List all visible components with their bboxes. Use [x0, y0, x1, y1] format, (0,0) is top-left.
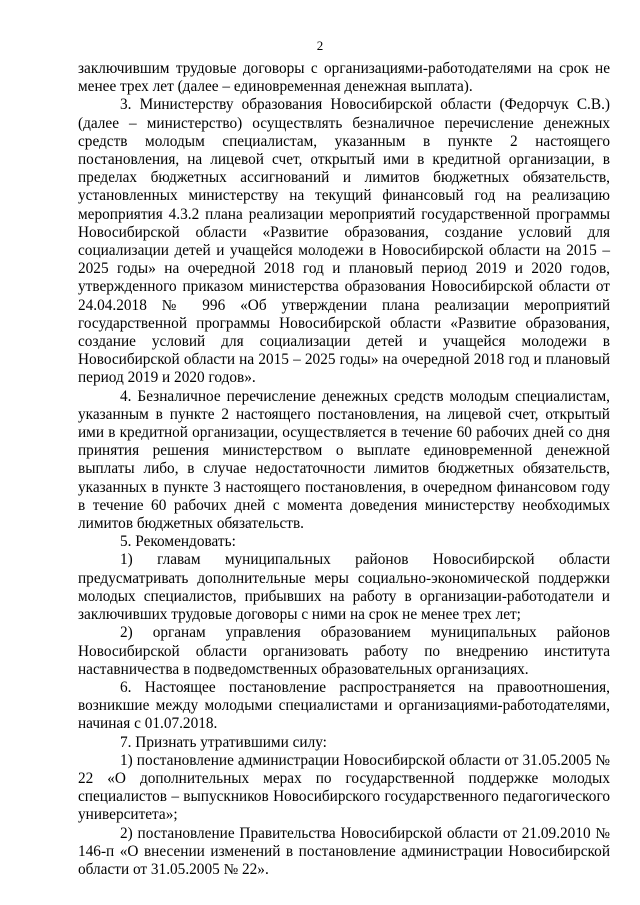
paragraph-item-7-1: 1) постановление администрации Новосибирской области от 31.05.2005 № 22 «О дополнительных мерах по государственной поддержке молодых специалистов – выпускников Новосибирского государственного педагогического университета»;	[78, 751, 610, 824]
paragraph-item-3: 3. Министерству образования Новосибирской области (Федорчук С.В.) (далее – министерство) осуществлять безналичное перечисление денежных средств молодым специалистам, указанным в пункте 2 настоящего постановления, на лицевой счет, открытый ими в кредитной организации, в пределах бюджетных ассигнований и лимитов бюджетных обязательств, установленных министерству на текущий финансовый год на реализацию мероприятия 4.3.2 плана реализации мероприятий государственной программы Новосибирской области «Развитие образования, создание условий для социализации детей и учащейся молодежи в Новосибирской области на 2015 – 2025 годы» на очередной 2018 год и плановый период 2019 и 2020 годов, утвержденного приказом министерства образования Новосибирской области от 24.04.2018 № 996 «Об утверждении плана реализации мероприятий государственной программы Новосибирской области «Развитие образования, создание условий для социализации детей и учащейся молодежи в Новосибирской области на 2015 – 2025 годы» на очередной 2018 год и плановый период 2019 и 2020 годов».	[78, 96, 610, 387]
paragraph-item-5: 5. Рекомендовать:	[120, 533, 236, 551]
paragraph-item-7: 7. Признать утратившими силу:	[120, 733, 327, 751]
paragraph-continuation: заключившим трудовые договоры с организациями-работодателями на срок не менее трех лет (далее – единовременная денежная выплата).	[78, 60, 610, 96]
paragraph-item-6: 6. Настоящее постановление распространяется на правоотношения, возникшие между молодыми специалистами и организациями-работодателями, начиная с 01.07.2018.	[78, 678, 610, 733]
paragraph-item-5-2: 2) органам управления образованием муниципальных районов Новосибирской области организовать работу по внедрению института наставничества в подведомственных образовательных организациях.	[78, 624, 610, 678]
paragraph-item-4: 4. Безналичное перечисление денежных средств молодым специалистам, указанным в пункте 2 настоящего постановления, на лицевой счет, открытый ими в кредитной организации, осуществляется в течение 60 рабочих дней со дня принятия решения министерством о выплате единовременной денежной выплаты либо, в случае недостаточности лимитов бюджетных обязательств, указанных в пункте 3 настоящего постановления, в очередном финансовом году в течение 60 рабочих дней с момента доведения министерству необходимых лимитов бюджетных обязательств.	[78, 387, 610, 533]
page-number: 2	[316, 38, 324, 53]
paragraph-item-5-1: 1) главам муниципальных районов Новосибирской области предусматривать дополнительные меры социально-экономической поддержки молодых специалистов, прибывших на работу в организации-работодатели и заключивших трудовые договоры с ними на срок не менее трех лет;	[78, 551, 610, 624]
paragraph-item-7-2: 2) постановление Правительства Новосибирской области от 21.09.2010 № 146-п «О внесении изменений в постановление администрации Новосибирской области от 31.05.2005 № 22».	[78, 824, 610, 878]
document-body	[78, 60, 610, 879]
